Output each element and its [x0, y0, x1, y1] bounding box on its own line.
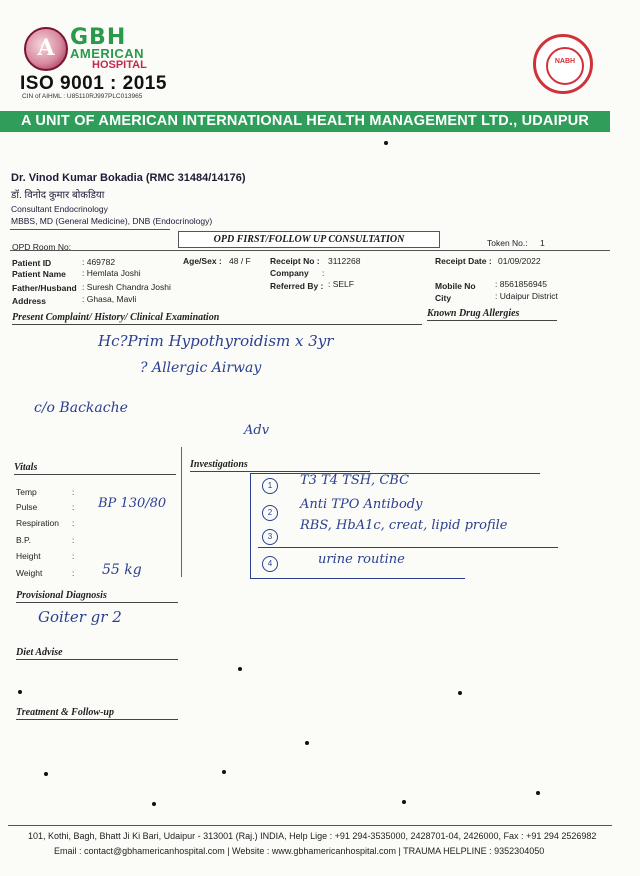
- city-value: : Udaipur District: [495, 291, 558, 301]
- section-allergies: Known Drug Allergies: [427, 308, 557, 321]
- father-value: : Suresh Chandra Joshi: [82, 282, 171, 292]
- father-label: Father/Husband: [12, 283, 77, 293]
- mobile-value: : 8561856945: [495, 279, 547, 289]
- colon: :: [72, 535, 75, 545]
- doctor-role: Consultant Endocrinology: [11, 204, 108, 214]
- investigation-line: [258, 547, 558, 548]
- pulse-label: Pulse: [16, 502, 38, 512]
- patient-id-label: Patient ID: [12, 258, 52, 268]
- colon: :: [72, 487, 75, 497]
- referred-label: Referred By :: [270, 281, 324, 291]
- address-label: Address: [12, 296, 47, 306]
- scan-speck: [384, 141, 388, 145]
- weight-label: Weight: [16, 568, 43, 578]
- doctor-name-hindi: डॉ. विनोद कुमार बोकडिया: [11, 190, 105, 201]
- patient-id-value: : 469782: [82, 257, 116, 267]
- bp-label: B.P.: [16, 535, 31, 545]
- address-value: : Ghasa, Mavli: [82, 294, 137, 304]
- investigation-2: Anti TPO Antibody: [300, 497, 423, 512]
- scan-speck: [305, 741, 309, 745]
- investigation-line: [250, 578, 465, 579]
- referred-value: : SELF: [328, 279, 354, 289]
- investigation-number: 3: [262, 529, 278, 545]
- doctor-qualification: MBBS, MD (General Medicine), DNB (Endocrinology): [11, 216, 213, 226]
- token-label: Token No.:: [487, 238, 528, 248]
- investigation-number: 2: [262, 505, 278, 521]
- colon: :: [72, 502, 75, 512]
- brand-name: GBH: [70, 25, 127, 50]
- scan-speck: [238, 667, 242, 671]
- unit-banner: A UNIT OF AMERICAN INTERNATIONAL HEALTH MANAGEMENT LTD., UDAIPUR: [0, 111, 610, 132]
- opd-room-label: OPD Room No:: [12, 242, 72, 252]
- colon: :: [72, 568, 75, 578]
- section-complaint: Present Complaint/ History/ Clinical Examination: [12, 312, 422, 325]
- nabh-seal-icon: NABH: [533, 34, 593, 94]
- footer-address: 101, Kothi, Bagh, Bhatt Ji Ki Bari, Udaipur - 313001 (Raj.) INDIA, Help Lige : +91 294-3535000, 2428701-04, 2426000, Fax : +91 294 2526982: [28, 831, 597, 841]
- receipt-date-label: Receipt Date :: [435, 256, 492, 266]
- receipt-no-label: Receipt No :: [270, 256, 320, 266]
- doctor-name: Dr. Vinod Kumar Bokadia (RMC 31484/14176): [11, 172, 246, 184]
- receipt-no-value: 3112268: [328, 256, 361, 266]
- city-label: City: [435, 293, 452, 303]
- investigation-1: T3 T4 TSH, CBC: [300, 473, 410, 488]
- investigation-number: 4: [262, 556, 278, 572]
- investigation-4: urine routine: [318, 552, 405, 567]
- company-value: :: [322, 268, 325, 278]
- scan-speck: [44, 772, 48, 776]
- section-provisional-diagnosis: Provisional Diagnosis: [16, 590, 178, 603]
- advice-note: Adv: [244, 423, 270, 438]
- cin-number: CIN of AIHML : U85110RJ997PLC013965: [22, 93, 143, 100]
- agesex-value: 48 / F: [229, 256, 251, 266]
- investigation-bracket: [250, 473, 251, 578]
- section-treatment: Treatment & Follow-up: [16, 707, 178, 720]
- section-investigations: Investigations: [190, 459, 370, 472]
- vitals-divider: [181, 447, 182, 577]
- footer-divider: [8, 825, 612, 826]
- colon: :: [72, 518, 75, 528]
- respiration-label: Respiration: [16, 518, 59, 528]
- section-vitals: Vitals: [14, 462, 176, 475]
- mobile-label: Mobile No: [435, 281, 476, 291]
- bp-value: BP 130/80: [98, 496, 167, 511]
- scan-speck: [152, 802, 156, 806]
- company-label: Company: [270, 268, 309, 278]
- scan-speck: [458, 691, 462, 695]
- iso-certification: ISO 9001 : 2015: [20, 73, 167, 94]
- patient-name-label: Patient Name: [12, 269, 66, 279]
- colon: :: [72, 551, 75, 561]
- scan-speck: [536, 791, 540, 795]
- footer-contact: Email : contact@gbhamericanhospital.com | Website : www.gbhamericanhospital.com | TRAUMA HELPLINE : 9352304050: [54, 846, 545, 856]
- section-diet-advise: Diet Advise: [16, 647, 178, 660]
- receipt-date-value: 01/09/2022: [498, 256, 541, 266]
- divider: [10, 229, 170, 230]
- scan-speck: [18, 690, 22, 694]
- scan-speck: [222, 770, 226, 774]
- brand-line2: AMERICAN: [70, 46, 145, 61]
- brand-line3: HOSPITAL: [92, 59, 147, 71]
- diagnosis-value: Goiter gr 2: [38, 608, 122, 626]
- investigation-number: 1: [262, 478, 278, 494]
- complaint-line1: Hc?Prim Hypothyroidism x 3yr: [98, 332, 334, 350]
- hospital-logo-icon: A: [24, 27, 68, 71]
- investigation-3: RBS, HbA1c, creat, lipid profile: [300, 518, 508, 533]
- complaint-line3: c/o Backache: [34, 400, 128, 416]
- consultation-title: OPD FIRST/FOLLOW UP CONSULTATION: [178, 231, 440, 248]
- divider: [10, 250, 610, 251]
- height-label: Height: [16, 551, 41, 561]
- agesex-label: Age/Sex :: [183, 256, 222, 266]
- scan-speck: [402, 800, 406, 804]
- weight-value: 55 kg: [102, 562, 142, 578]
- complaint-line2: ? Allergic Airway: [140, 360, 262, 376]
- temp-label: Temp: [16, 487, 37, 497]
- token-value: 1: [540, 238, 545, 248]
- patient-name-value: : Hemlata Joshi: [82, 268, 141, 278]
